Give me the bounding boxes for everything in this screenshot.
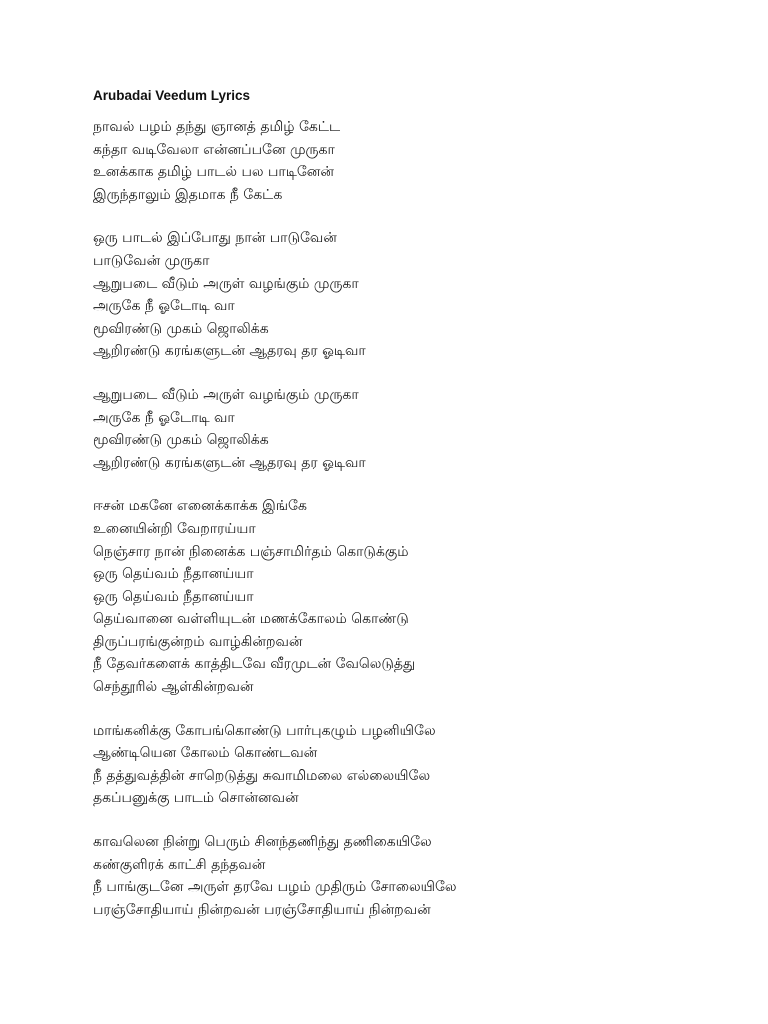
lyric-line: ஆறுபடை வீடும் அருள் வழங்கும் முருகா (93, 275, 359, 292)
lyric-line: கந்தா வடிவேலா என்னப்பனே முருகா (93, 141, 335, 158)
lyric-line: நீ பாங்குடனே அருள் தரவே பழம் முதிரும் சோலையிலே (93, 879, 457, 896)
lyrics-document (93, 86, 733, 942)
lyric-line: நீ தேவர்களைக் காத்திடவே வீரமுடன் வேலெடுத்து (93, 656, 416, 673)
lyric-line: ஒரு தெய்வம் நீதானய்யா (93, 566, 254, 583)
lyric-line: மூவிரண்டு முகம் ஜொலிக்க (93, 432, 269, 449)
lyric-line: தகப்பனுக்கு பாடம் சொன்னவன் (93, 790, 299, 807)
stanza (93, 720, 733, 810)
lyric-line: செந்தூரில் ஆள்கின்றவன் (93, 679, 254, 696)
lyric-line: நாவல் பழம் தந்து ஞானத் தமிழ் கேட்ட (93, 119, 341, 135)
lyric-line: தெய்வானை வள்ளியுடன் மணக்கோலம் கொண்டு (93, 611, 409, 628)
document-title: Arubadai Veedum Lyrics (93, 88, 251, 103)
lyric-line: நெஞ்சார நான் நினைக்க பஞ்சாமிர்தம் கொடுக்கும் (93, 543, 409, 560)
lyric-line: கண்குளிரக் காட்சி தந்தவன் (93, 856, 266, 873)
stanza (93, 227, 733, 363)
lyric-line: ஒரு தெய்வம் நீதானய்யா (93, 588, 254, 605)
lyric-line: ஆறிரண்டு கரங்களுடன் ஆதரவு தர ஓடிவா (93, 454, 366, 471)
lyric-line: ஆண்டியென கோலம் கொண்டவன் (93, 745, 318, 762)
lyric-line: காவலென நின்று பெரும் சினந்தணிந்து தணிகையிலே (93, 834, 432, 851)
lyric-line: அருகே நீ ஓடோடி வா (93, 409, 235, 426)
lyric-line: பாடுவேன் முருகா (93, 252, 210, 269)
stanza (93, 116, 733, 206)
lyric-line: உனக்காக தமிழ் பாடல் பல பாடினேன் (93, 164, 334, 181)
lyric-line: பரஞ்சோதியாய் நின்றவன் பரஞ்சோதியாய் நின்றவன் (93, 901, 431, 918)
lyric-line: திருப்பரங்குன்றம் வாழ்கின்றவன் (93, 633, 303, 650)
lyric-line: உனையின்றி வேறாரய்யா (93, 520, 256, 537)
stanza (93, 831, 733, 921)
lyric-line: அருகே நீ ஓடோடி வா (93, 298, 235, 315)
lyric-line: ஒரு பாடல் இப்போது நான் பாடுவேன் (93, 230, 337, 247)
lyric-line: மாங்கனிக்கு கோபங்கொண்டு பார்புகழும் பழனியிலே (93, 722, 436, 739)
stanza (93, 495, 733, 698)
lyric-line: ஆறுபடை வீடும் அருள் வழங்கும் முருகா (93, 386, 359, 403)
lyric-line: இருந்தாலும் இதமாக நீ கேட்க (93, 186, 283, 203)
lyric-line: ஈசன் மகனே எனைக்காக்க இங்கே (93, 498, 307, 515)
lyric-line: மூவிரண்டு முகம் ஜொலிக்க (93, 320, 269, 337)
lyric-line: ஆறிரண்டு கரங்களுடன் ஆதரவு தர ஓடிவா (93, 343, 366, 360)
stanza (93, 384, 733, 474)
lyric-line: நீ தத்துவத்தின் சாறெடுத்து சுவாமிமலை எல்லையிலே (93, 767, 431, 784)
